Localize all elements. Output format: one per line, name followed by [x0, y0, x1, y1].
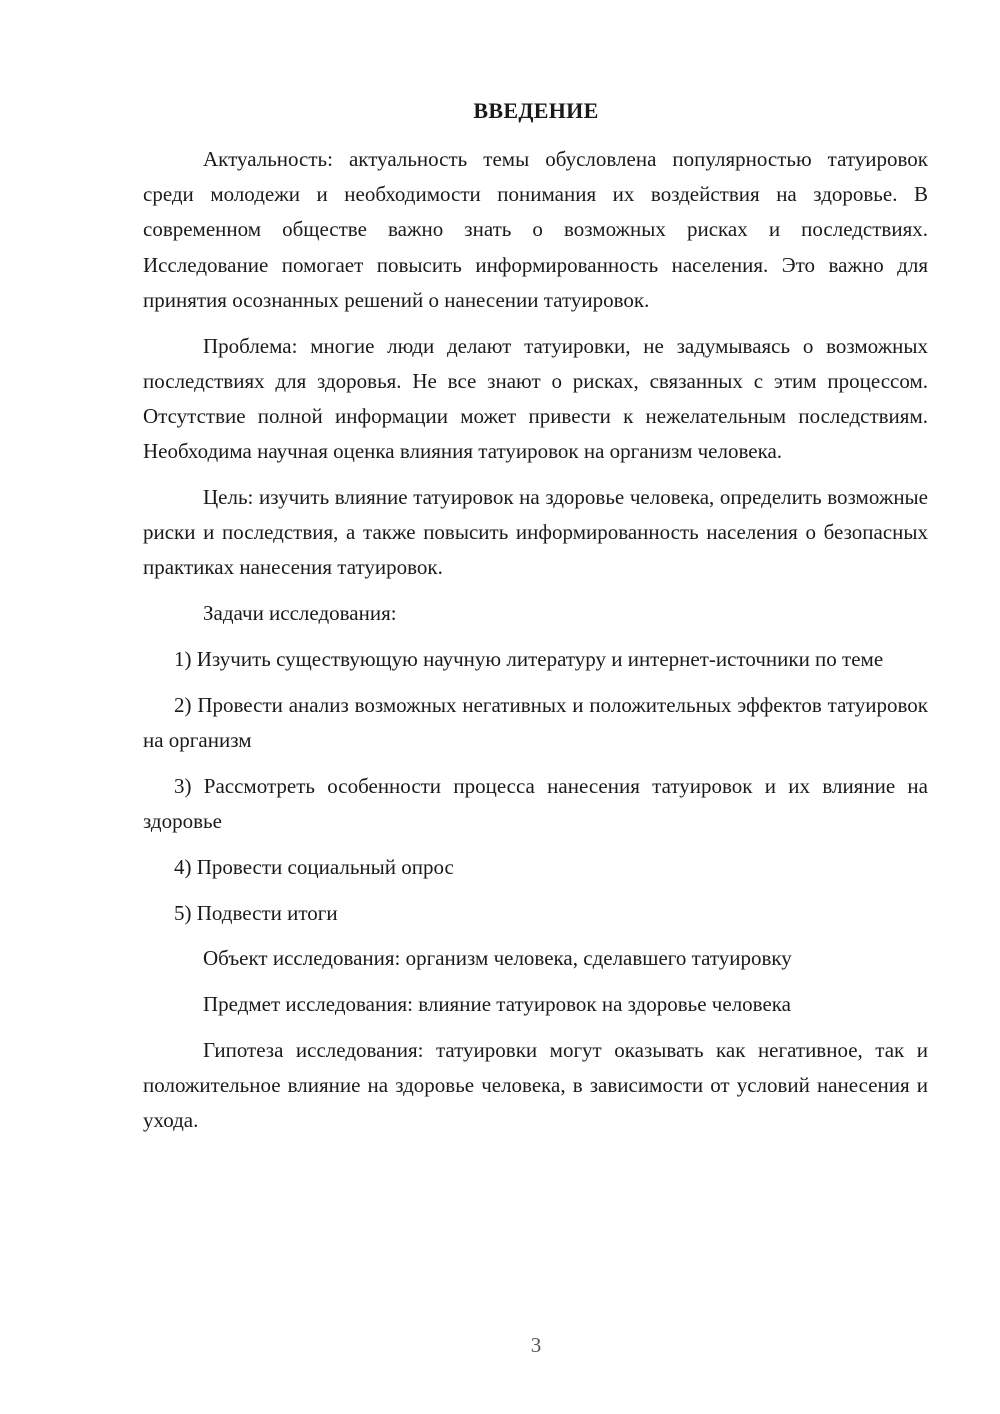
- task-item-5: 5) Подвести итоги: [174, 900, 338, 925]
- hypothesis-paragraph: Гипотеза исследования: татуировки могут оказывать как негативное, так и положительное влияние на здоровье человека, в зависимости от условий нанесения и ухода.: [143, 1038, 928, 1133]
- document-body: [143, 142, 928, 1149]
- tasks-heading: Задачи исследования:: [203, 601, 397, 626]
- task-item-1: 1) Изучить существующую научную литературу и интернет-источники по теме: [174, 647, 884, 672]
- task-item-4: 4) Провести социальный опрос: [174, 854, 454, 879]
- research-object: Объект исследования: организм человека, сделавшего татуировку: [203, 946, 792, 971]
- page-title: ВВЕДЕНИЕ: [473, 98, 599, 123]
- task-item-2: 2) Провести анализ возможных негативных и положительных эффектов татуировок на организм: [143, 692, 928, 753]
- task-item-3: 3) Рассмотреть особенности процесса нанесения татуировок и их влияние на здоровье: [143, 773, 928, 834]
- goal-paragraph: Цель: изучить влияние татуировок на здоровье человека, определить возможные риски и последствия, а также повысить информированность населения о безопасных практиках нанесения татуировок.: [143, 485, 928, 580]
- problem-paragraph: Проблема: многие люди делают татуировки, не задумываясь о возможных последствиях для здоровья. Не все знают о рисках, связанных с этим процессом. Отсутствие полной информации может привести к нежелательным последствиям. Необходима научная оценка влияния татуировок на организм человека.: [143, 333, 928, 464]
- research-subject: Предмет исследования: влияние татуировок на здоровье человека: [203, 992, 791, 1017]
- page-number: 3: [530, 1333, 542, 1357]
- relevance-paragraph: Актуальность: актуальность темы обусловлена популярностью татуировок среди молодежи и необходимости понимания их воздействия на здоровье. В современном обществе важно знать о возможных рисках и последствиях. Исследование помогает повысить информированность населения. Это важно для принятия осознанных решений о нанесении татуировок.: [143, 147, 928, 312]
